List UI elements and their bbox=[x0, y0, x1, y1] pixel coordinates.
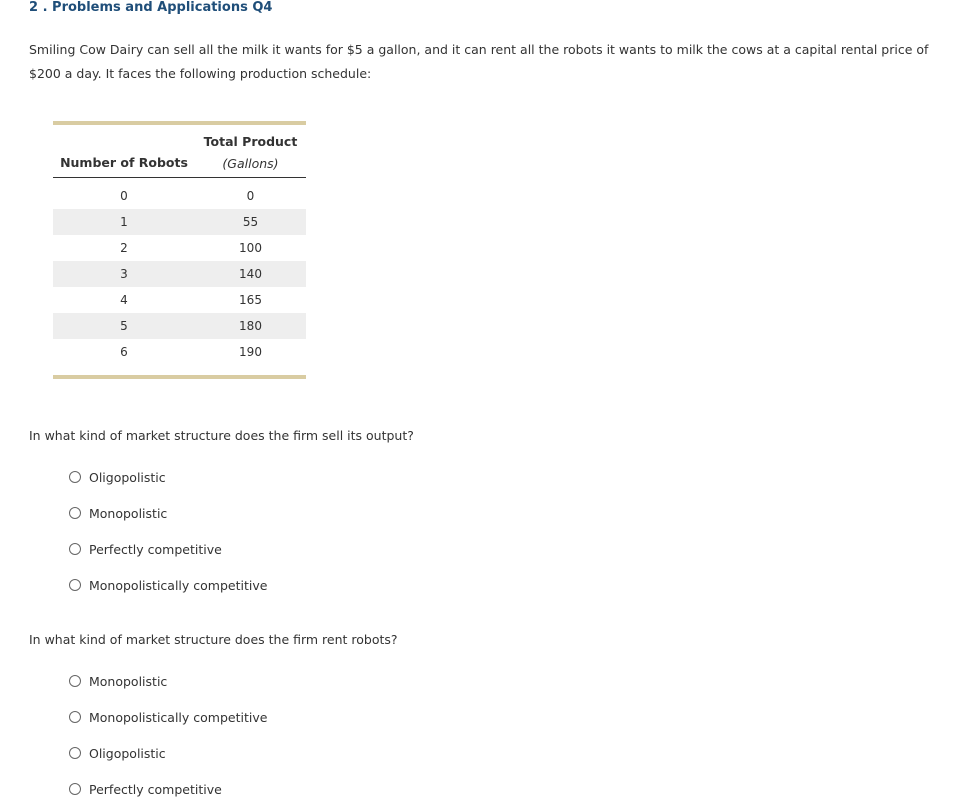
cell-product: 0 bbox=[246, 189, 255, 203]
question-2-text: In what kind of market structure does the firm rent robots? bbox=[29, 632, 398, 647]
question-heading: 2 . Problems and Applications Q4 bbox=[29, 0, 273, 15]
q2-option-oligopolistic[interactable] bbox=[69, 735, 267, 771]
cell-product: 55 bbox=[242, 215, 259, 229]
cell-product: 190 bbox=[239, 345, 262, 359]
cell-robots: 1 bbox=[120, 215, 128, 229]
header-total-product: Total Product bbox=[203, 134, 298, 149]
option-label: Monopolistic bbox=[89, 505, 168, 521]
table-row bbox=[53, 183, 306, 209]
cell-robots: 2 bbox=[120, 241, 128, 255]
q1-option-monopolistic[interactable] bbox=[69, 495, 267, 531]
q2-option-perfectly-competitive[interactable] bbox=[69, 771, 267, 807]
q1-option-monopolistically-competitive[interactable] bbox=[69, 567, 267, 603]
cell-product: 140 bbox=[239, 267, 262, 281]
header-gallons: (Gallons) bbox=[222, 156, 279, 171]
intro-paragraph: Smiling Cow Dairy can sell all the milk it wants for $5 a gallon, and it can rent all the robots it wants to milk the cows at a capital rental price of $200 a day. It faces the following production schedule: bbox=[29, 42, 929, 81]
option-label: Monopolistically competitive bbox=[89, 577, 268, 593]
option-label: Perfectly competitive bbox=[89, 541, 222, 557]
cell-product: 180 bbox=[239, 319, 262, 333]
cell-robots: 5 bbox=[120, 319, 128, 333]
header-number-of-robots: Number of Robots bbox=[60, 155, 188, 170]
q1-option-oligopolistic[interactable] bbox=[69, 459, 267, 495]
radio-button[interactable] bbox=[69, 711, 81, 723]
option-label: Monopolistically competitive bbox=[89, 709, 268, 725]
table-row bbox=[53, 313, 306, 339]
table-row bbox=[53, 235, 306, 261]
radio-button[interactable] bbox=[69, 675, 81, 687]
option-label: Oligopolistic bbox=[89, 469, 166, 485]
table-header bbox=[53, 125, 306, 178]
option-label: Perfectly competitive bbox=[89, 781, 222, 797]
radio-button[interactable] bbox=[69, 783, 81, 795]
radio-button[interactable] bbox=[69, 471, 81, 483]
option-label: Oligopolistic bbox=[89, 745, 166, 761]
q1-option-perfectly-competitive[interactable] bbox=[69, 531, 267, 567]
production-schedule-table bbox=[53, 121, 306, 379]
table-row bbox=[53, 209, 306, 235]
cell-robots: 3 bbox=[120, 267, 128, 281]
cell-robots: 6 bbox=[120, 345, 128, 359]
table-row bbox=[53, 339, 306, 365]
table-bottom-rule bbox=[53, 375, 306, 379]
radio-button[interactable] bbox=[69, 747, 81, 759]
question-1-text: In what kind of market structure does the firm sell its output? bbox=[29, 428, 414, 443]
cell-robots: 0 bbox=[120, 189, 128, 203]
cell-robots: 4 bbox=[120, 293, 128, 307]
radio-button[interactable] bbox=[69, 579, 81, 591]
table-row bbox=[53, 287, 306, 313]
cell-product: 100 bbox=[239, 241, 262, 255]
question-1-options bbox=[69, 459, 267, 603]
radio-button[interactable] bbox=[69, 507, 81, 519]
q2-option-monopolistically-competitive[interactable] bbox=[69, 699, 267, 735]
table-row bbox=[53, 261, 306, 287]
radio-button[interactable] bbox=[69, 543, 81, 555]
cell-product: 165 bbox=[239, 293, 262, 307]
option-label: Monopolistic bbox=[89, 673, 168, 689]
q2-option-monopolistic[interactable] bbox=[69, 663, 267, 699]
question-2-options bbox=[69, 663, 267, 807]
